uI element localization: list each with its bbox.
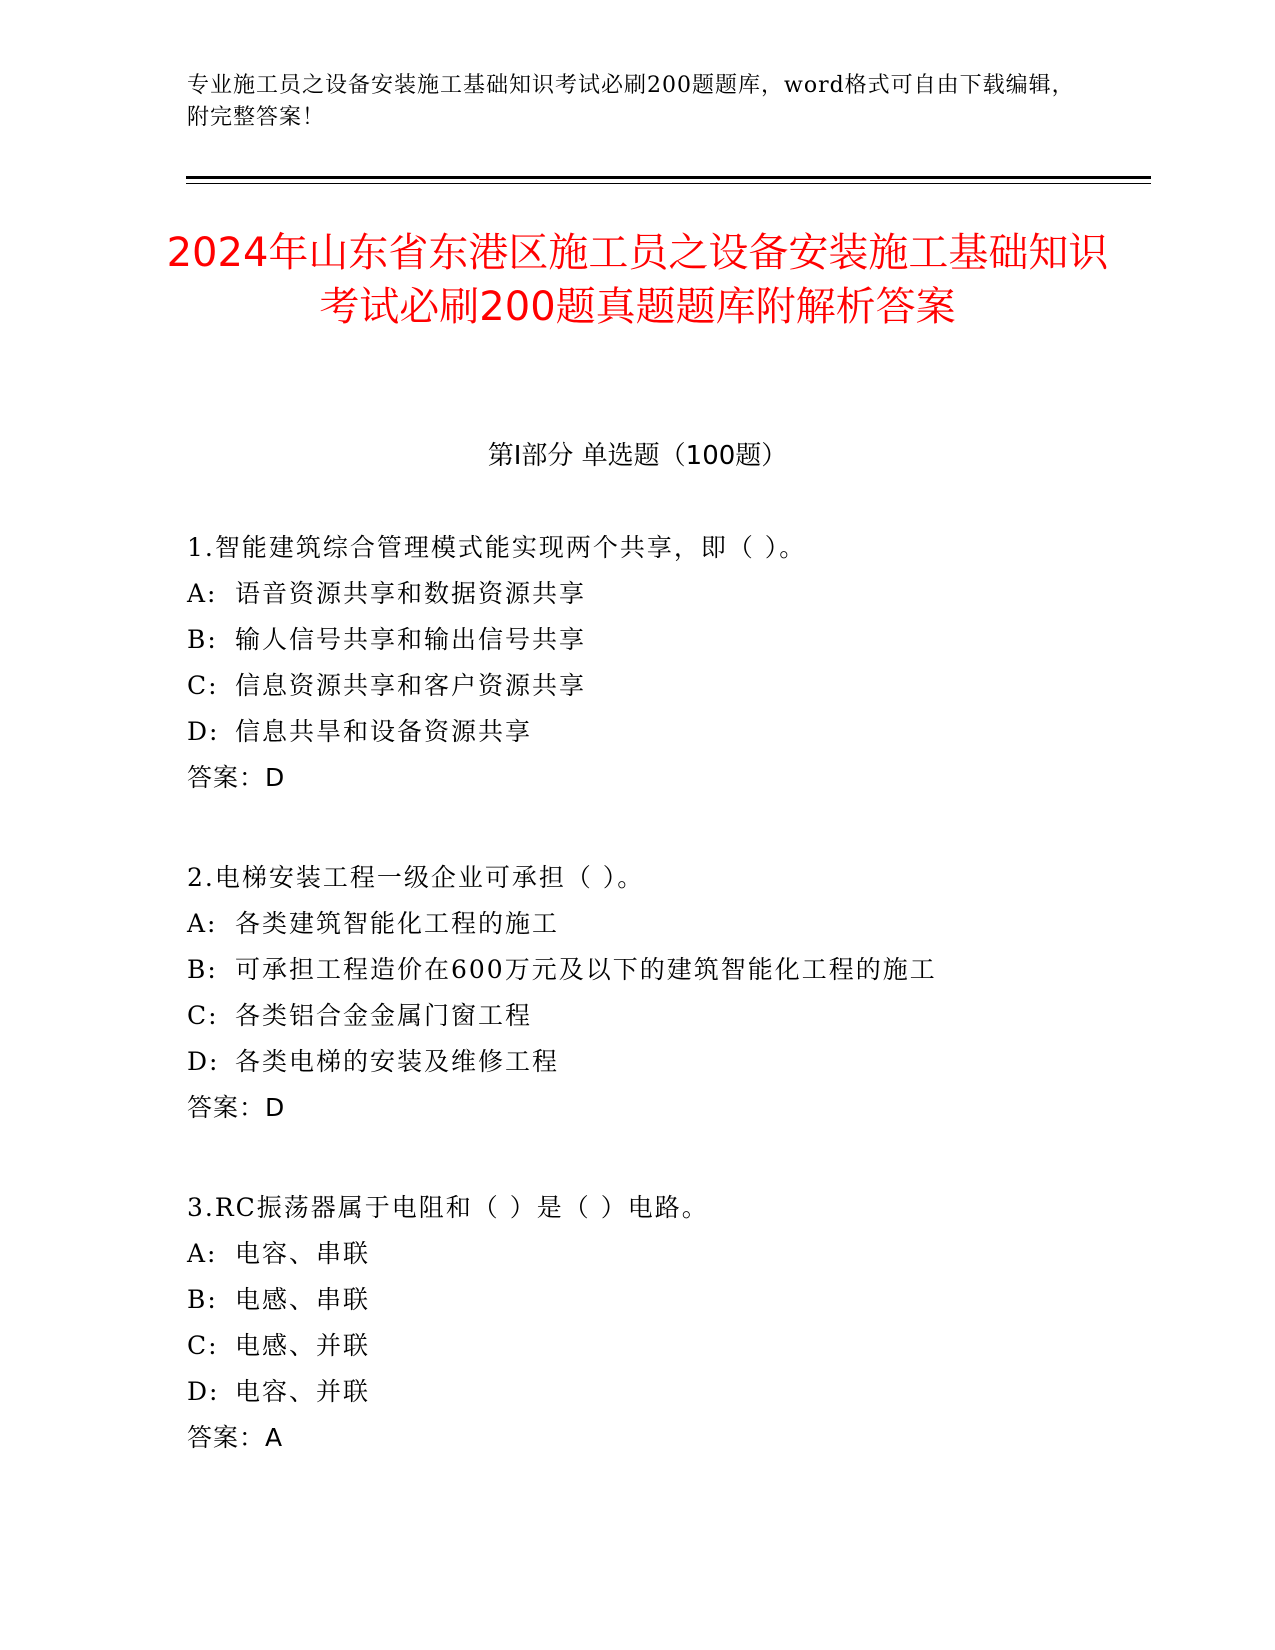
question-2 [187, 855, 1147, 1131]
option-key: A: [187, 1239, 218, 1268]
answer-line: 答案：D [187, 1093, 286, 1122]
option-key: B: [187, 955, 218, 984]
option-text: 电感、并联 [235, 1331, 371, 1360]
option-key: C: [187, 1331, 219, 1360]
option-key: C: [187, 671, 219, 700]
header-rule-thick [186, 176, 1151, 179]
option-a [187, 571, 1147, 617]
option-d [187, 1039, 1147, 1085]
option-text: 各类建筑智能化工程的施工 [235, 909, 560, 938]
option-text: 电容、串联 [235, 1239, 371, 1268]
option-key: D: [187, 717, 220, 746]
option-key: C: [187, 1001, 219, 1030]
option-text: 输人信号共享和输出信号共享 [235, 625, 587, 654]
option-a [187, 901, 1147, 947]
question-stem: 1.智能建筑综合管理模式能实现两个共享，即（ ）。 [187, 533, 807, 562]
question-stem: 3.RC振荡器属于电阻和（ ）是（ ）电路。 [187, 1193, 709, 1222]
question-1 [187, 525, 1147, 801]
option-c [187, 993, 1147, 1039]
option-key: A: [187, 579, 218, 608]
option-d [187, 709, 1147, 755]
option-a [187, 1231, 1147, 1277]
option-text: 各类铝合金金属门窗工程 [235, 1001, 533, 1030]
header-note: 专业施工员之设备安装施工基础知识考试必刷200题题库，word格式可自由下载编辑，附完整答案！ [187, 73, 1075, 130]
option-c [187, 663, 1147, 709]
option-text: 各类电梯的安装及维修工程 [235, 1047, 560, 1076]
option-d [187, 1369, 1147, 1415]
option-b [187, 617, 1147, 663]
option-text: 可承担工程造价在600万元及以下的建筑智能化工程的施工 [235, 955, 937, 984]
document-title: 2024年山东省东港区施工员之设备安装施工基础知识考试必刷200题真题题库附解析答案 [166, 230, 1109, 330]
question-stem: 2.电梯安装工程一级企业可承担（ ）。 [187, 863, 645, 892]
option-key: D: [187, 1047, 220, 1076]
option-key: A: [187, 909, 218, 938]
answer-line: 答案：A [187, 1423, 284, 1452]
question-3 [187, 1185, 1147, 1461]
header-rule-thin [186, 183, 1151, 184]
option-b [187, 947, 1147, 993]
option-key: B: [187, 625, 218, 654]
option-c [187, 1323, 1147, 1369]
option-key: D: [187, 1377, 220, 1406]
question-list [187, 525, 1147, 1515]
option-text: 信息共旱和设备资源共享 [235, 717, 533, 746]
answer-line: 答案：D [187, 763, 286, 792]
option-text: 语音资源共享和数据资源共享 [235, 579, 587, 608]
option-text: 电容、并联 [235, 1377, 371, 1406]
option-b [187, 1277, 1147, 1323]
section-title: 第Ⅰ部分 单选题（100题） [487, 441, 788, 471]
option-text: 信息资源共享和客户资源共享 [235, 671, 587, 700]
option-key: B: [187, 1285, 218, 1314]
option-text: 电感、串联 [235, 1285, 371, 1314]
